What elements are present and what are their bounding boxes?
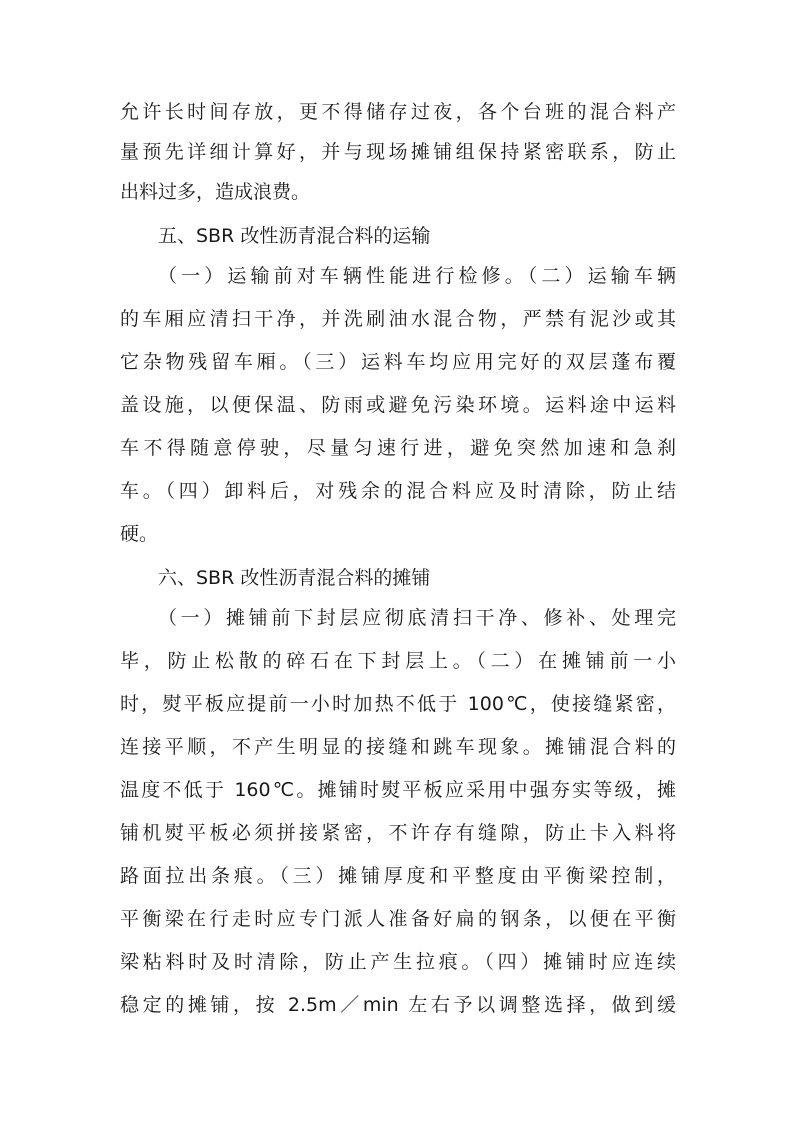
text-line: 它杂物残留车厢。（三）运料车均应用完好的双层蓬布覆 (120, 351, 676, 373)
text-line: 平衡梁在行走时应专门派人准备好扁的钢条，以便在平衡 (120, 908, 676, 930)
section-heading: 六、SBR 改性沥青混合料的摊铺 (158, 567, 431, 589)
text-line: 量预先详细计算好，并与现场摊铺组保持紧密联系，防止 (120, 141, 676, 163)
text-line: 的车厢应清扫干净，并洗刷油水混合物，严禁有泥沙或其 (120, 308, 676, 330)
text-line: 允许长时间存放，更不得储存过夜，各个台班的混合料产 (120, 101, 676, 123)
text-line: 梁粘料时及时清除，防止产生拉痕。（四）摊铺时应连续 (120, 951, 676, 973)
text-line: 出料过多，造成浪费。 (120, 181, 311, 203)
text-line: 连接平顺，不产生明显的接缝和跳车现象。摊铺混合料的 (120, 736, 676, 758)
text-line: 车。（四）卸料后，对残余的混合料应及时清除，防止结 (120, 480, 676, 502)
text-line: 温度不低于 160℃。摊铺时熨平板应采用中强夯实等级，摊 (120, 779, 676, 801)
text-line: （一）运输前对车辆性能进行检修。（二）运输车辆 (158, 265, 676, 287)
text-line: 铺机熨平板必须拼接紧密，不许存有缝隙，防止卡入料将 (120, 822, 676, 844)
text-line: 路面拉出条痕。（三）摊铺厚度和平整度由平衡梁控制， (120, 865, 676, 887)
section-heading: 五、SBR 改性沥青混合料的运输 (158, 225, 431, 247)
text-line: 硬。 (120, 523, 159, 545)
text-line: 毕，防止松散的碎石在下封层上。（二）在摊铺前一小 (120, 650, 676, 672)
text-line: （一）摊铺前下封层应彻底清扫干净、修补、处理完 (158, 607, 676, 629)
text-line: 稳定的摊铺，按 2.5m／min 左右予以调整选择，做到缓 (120, 994, 676, 1016)
text-line: 盖设施，以便保温、防雨或避免污染环境。运料途中运料 (120, 394, 676, 416)
text-line: 时，熨平板应提前一小时加热不低于 100℃，使接缝紧密， (120, 693, 676, 715)
text-line: 车不得随意停驶，尽量匀速行进，避免突然加速和急刹 (120, 437, 676, 459)
